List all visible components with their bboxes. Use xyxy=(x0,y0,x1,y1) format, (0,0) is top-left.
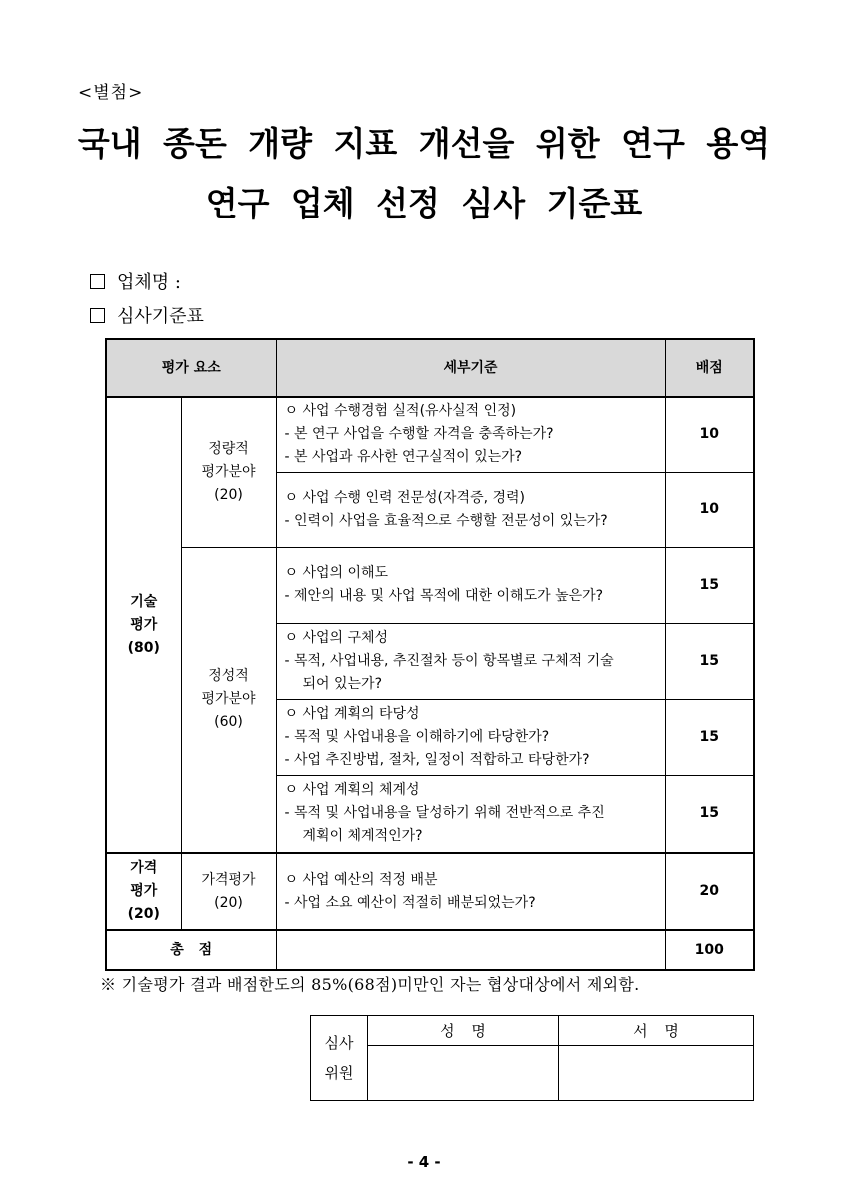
score-cell: 20 xyxy=(665,853,754,930)
criteria-field xyxy=(90,302,204,328)
total-blank xyxy=(276,930,665,970)
score-cell: 15 xyxy=(665,775,754,853)
header-score: 배점 xyxy=(665,339,754,397)
footnote: ※ 기술평가 결과 배점한도의 85%(68점)미만인 자는 협상대상에서 제외함. xyxy=(100,975,640,994)
header-element: 평가 요소 xyxy=(106,339,276,397)
header-detail: 세부기준 xyxy=(276,339,665,397)
quant-category: 정량적 평가분야 (20) xyxy=(181,397,276,547)
total-label: 총 점 xyxy=(106,930,276,970)
score-cell: 10 xyxy=(665,397,754,472)
document-title-line1: 국내 종돈 개량 지표 개선을 위한 연구 용역 xyxy=(77,124,771,163)
annex-label: <별첨> xyxy=(78,83,144,103)
company-name-label: 업체명 : xyxy=(117,272,181,293)
document-title-line2: 연구 업체 선정 심사 기준표 xyxy=(205,184,643,223)
checkbox-icon xyxy=(90,308,105,323)
total-score: 100 xyxy=(665,930,754,970)
qual-category: 정성적 평가분야 (60) xyxy=(181,547,276,853)
evaluation-table xyxy=(105,338,755,971)
criteria-label: 심사기준표 xyxy=(117,306,204,327)
page-number: - 4 - xyxy=(407,1153,441,1171)
price-subcategory: 가격평가 (20) xyxy=(181,853,276,930)
score-cell: 15 xyxy=(665,699,754,775)
name-header: 성 명 xyxy=(368,1016,559,1046)
criteria-cell: ㅇ 사업 수행 인력 전문성(자격증, 경력) - 인력이 사업을 효율적으로 수행할 전문성이 있는가? xyxy=(276,472,665,547)
signature-header: 서 명 xyxy=(559,1016,754,1046)
price-category: 가격 평가 (20) xyxy=(106,853,181,930)
score-cell: 10 xyxy=(665,472,754,547)
criteria-cell: ㅇ 사업 계획의 타당성 - 목적 및 사업내용을 이해하기에 타당한가? - 사업 추진방법, 절차, 일정이 적합하고 타당한가? xyxy=(276,699,665,775)
score-cell: 15 xyxy=(665,623,754,699)
tech-category: 기술 평가 (80) xyxy=(106,397,181,853)
reviewer-role: 심사 위원 xyxy=(311,1016,368,1101)
criteria-cell: ㅇ 사업의 구체성 - 목적, 사업내용, 추진절차 등이 항목별로 구체적 기술 되어 있는가? xyxy=(276,623,665,699)
signature-input-cell[interactable] xyxy=(559,1046,754,1101)
name-input-cell[interactable] xyxy=(368,1046,559,1101)
company-name-field xyxy=(90,268,181,294)
criteria-cell: ㅇ 사업 예산의 적정 배분 - 사업 소요 예산이 적절히 배분되었는가? xyxy=(276,853,665,930)
score-cell: 15 xyxy=(665,547,754,623)
checkbox-icon xyxy=(90,274,105,289)
criteria-cell: ㅇ 사업의 이해도 - 제안의 내용 및 사업 목적에 대한 이해도가 높은가? xyxy=(276,547,665,623)
criteria-cell: ㅇ 사업 계획의 체계성 - 목적 및 사업내용을 달성하기 위해 전반적으로 추진 계획이 체계적인가? xyxy=(276,775,665,853)
signature-table xyxy=(310,1015,754,1101)
criteria-cell: ㅇ 사업 수행경험 실적(유사실적 인정) - 본 연구 사업을 수행할 자격을 충족하는가? - 본 사업과 유사한 연구실적이 있는가? xyxy=(276,397,665,472)
